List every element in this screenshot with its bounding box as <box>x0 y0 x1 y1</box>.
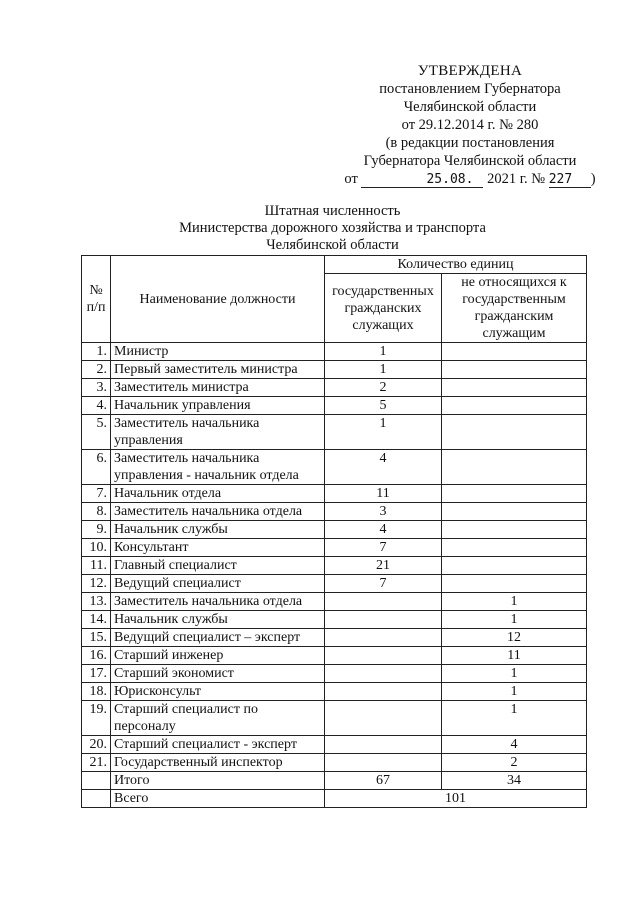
row-gov-count: 7 <box>325 575 442 593</box>
row-position-name: Консультант <box>111 539 325 557</box>
table-row <box>82 629 587 647</box>
table-row <box>82 379 587 397</box>
row-position-name: Старший инженер <box>111 647 325 665</box>
row-position-name: Старший специалист - эксперт <box>111 736 325 754</box>
header-gov: государственных гражданских служащих <box>325 274 442 343</box>
row-number: 2. <box>82 361 111 379</box>
row-non-gov-count: 12 <box>442 629 587 647</box>
row-non-gov-count: 11 <box>442 647 587 665</box>
row-gov-count: 4 <box>325 450 442 485</box>
row-gov-count: 21 <box>325 557 442 575</box>
row-position-name: Начальник службы <box>111 521 325 539</box>
row-gov-count <box>325 683 442 701</box>
row-position-name: Главный специалист <box>111 557 325 575</box>
row-position-name: Заместитель министра <box>111 379 325 397</box>
row-non-gov-count <box>442 379 587 397</box>
table-row <box>82 485 587 503</box>
table-row <box>82 665 587 683</box>
staff-table <box>81 255 587 808</box>
header-quantity: Количество единиц <box>325 256 587 274</box>
row-non-gov-count: 1 <box>442 701 587 736</box>
table-row <box>82 701 587 736</box>
row-non-gov-count <box>442 575 587 593</box>
total-non-gov: 34 <box>442 772 587 790</box>
row-non-gov-count <box>442 503 587 521</box>
total-gov: 67 <box>325 772 442 790</box>
table-row <box>82 361 587 379</box>
header-name: Наименование должности <box>111 256 325 343</box>
table-row <box>82 647 587 665</box>
row-number: 18. <box>82 683 111 701</box>
table-body <box>82 343 587 772</box>
row-position-name: Первый заместитель министра <box>111 361 325 379</box>
row-number: 5. <box>82 415 111 450</box>
header-num: № п/п <box>82 256 111 343</box>
row-gov-count: 11 <box>325 485 442 503</box>
row-position-name: Заместитель начальника управления - начальник отдела <box>111 450 325 485</box>
row-position-name: Министр <box>111 343 325 361</box>
row-number: 16. <box>82 647 111 665</box>
grand-total-row <box>82 790 587 808</box>
row-gov-count: 4 <box>325 521 442 539</box>
row-number: 19. <box>82 701 111 736</box>
header-non-gov: не относящихся к государственным гражданским служащим <box>442 274 587 343</box>
from-prefix: от <box>344 171 358 187</box>
row-non-gov-count: 1 <box>442 611 587 629</box>
row-gov-count <box>325 593 442 611</box>
table-row <box>82 397 587 415</box>
row-non-gov-count: 1 <box>442 665 587 683</box>
total-label: Итого <box>111 772 325 790</box>
row-number: 15. <box>82 629 111 647</box>
table-row <box>82 521 587 539</box>
approval-stamp <box>340 62 600 188</box>
row-gov-count <box>325 665 442 683</box>
row-number: 17. <box>82 665 111 683</box>
row-position-name: Начальник отдела <box>111 485 325 503</box>
row-number: 7. <box>82 485 111 503</box>
row-number: 13. <box>82 593 111 611</box>
table-row <box>82 343 587 361</box>
row-non-gov-count <box>442 521 587 539</box>
row-gov-count: 1 <box>325 343 442 361</box>
total-num-cell <box>82 772 111 790</box>
grand-total-num-cell <box>82 790 111 808</box>
row-gov-count: 2 <box>325 379 442 397</box>
row-gov-count: 5 <box>325 397 442 415</box>
grand-total-value: 101 <box>325 790 587 808</box>
approval-line-2: Челябинской области <box>403 99 537 115</box>
row-position-name: Старший специалист по персоналу <box>111 701 325 736</box>
table-row <box>82 450 587 485</box>
row-position-name: Юрисконсульт <box>111 683 325 701</box>
row-gov-count <box>325 647 442 665</box>
year-text: 2021 г. № <box>487 171 546 187</box>
row-position-name: Старший экономист <box>111 665 325 683</box>
row-position-name: Начальник службы <box>111 611 325 629</box>
document-title <box>80 203 585 254</box>
approval-dateline <box>340 170 600 188</box>
table-row <box>82 593 587 611</box>
row-position-name: Заместитель начальника отдела <box>111 593 325 611</box>
table-row <box>82 557 587 575</box>
row-number: 4. <box>82 397 111 415</box>
row-position-name: Заместитель начальника отдела <box>111 503 325 521</box>
row-non-gov-count <box>442 450 587 485</box>
handwritten-number: 227 <box>549 173 591 188</box>
row-non-gov-count: 4 <box>442 736 587 754</box>
row-position-name: Ведущий специалист – эксперт <box>111 629 325 647</box>
row-gov-count: 1 <box>325 361 442 379</box>
title-line-3: Челябинской области <box>266 237 399 253</box>
close-paren: ) <box>590 171 596 187</box>
title-line-1: Штатная численность <box>264 203 401 219</box>
grand-total-label: Всего <box>111 790 325 808</box>
row-number: 11. <box>82 557 111 575</box>
row-gov-count: 1 <box>325 415 442 450</box>
row-non-gov-count: 1 <box>442 683 587 701</box>
row-number: 21. <box>82 754 111 772</box>
row-number: 20. <box>82 736 111 754</box>
row-non-gov-count <box>442 557 587 575</box>
row-number: 9. <box>82 521 111 539</box>
row-gov-count: 7 <box>325 539 442 557</box>
row-non-gov-count: 2 <box>442 754 587 772</box>
row-non-gov-count: 1 <box>442 593 587 611</box>
table-row <box>82 415 587 450</box>
row-gov-count <box>325 736 442 754</box>
row-gov-count <box>325 611 442 629</box>
table-row <box>82 754 587 772</box>
row-non-gov-count <box>442 397 587 415</box>
handwritten-date: 25.08. <box>361 173 483 188</box>
row-number: 10. <box>82 539 111 557</box>
row-number: 12. <box>82 575 111 593</box>
row-position-name: Заместитель начальника управления <box>111 415 325 450</box>
total-row <box>82 772 587 790</box>
approval-line-5: Губернатора Челябинской области <box>363 153 577 169</box>
row-number: 8. <box>82 503 111 521</box>
table-row <box>82 503 587 521</box>
row-gov-count <box>325 629 442 647</box>
table-row <box>82 683 587 701</box>
table-row <box>82 575 587 593</box>
row-non-gov-count <box>442 343 587 361</box>
row-gov-count <box>325 754 442 772</box>
row-non-gov-count <box>442 415 587 450</box>
row-number: 6. <box>82 450 111 485</box>
approval-line-1: постановлением Губернатора <box>379 81 561 97</box>
row-position-name: Государственный инспектор <box>111 754 325 772</box>
row-non-gov-count <box>442 485 587 503</box>
row-gov-count: 3 <box>325 503 442 521</box>
approval-line-4: (в редакции постановления <box>385 135 555 151</box>
title-line-2: Министерства дорожного хозяйства и транспорта <box>179 220 486 236</box>
table-row <box>82 736 587 754</box>
row-number: 3. <box>82 379 111 397</box>
approval-line-3: от 29.12.2014 г. № 280 <box>401 117 539 133</box>
row-position-name: Ведущий специалист <box>111 575 325 593</box>
table-row <box>82 539 587 557</box>
table-row <box>82 611 587 629</box>
row-number: 14. <box>82 611 111 629</box>
approval-header: УТВЕРЖДЕНА <box>417 63 523 79</box>
row-gov-count <box>325 701 442 736</box>
row-non-gov-count <box>442 361 587 379</box>
row-number: 1. <box>82 343 111 361</box>
row-non-gov-count <box>442 539 587 557</box>
row-position-name: Начальник управления <box>111 397 325 415</box>
